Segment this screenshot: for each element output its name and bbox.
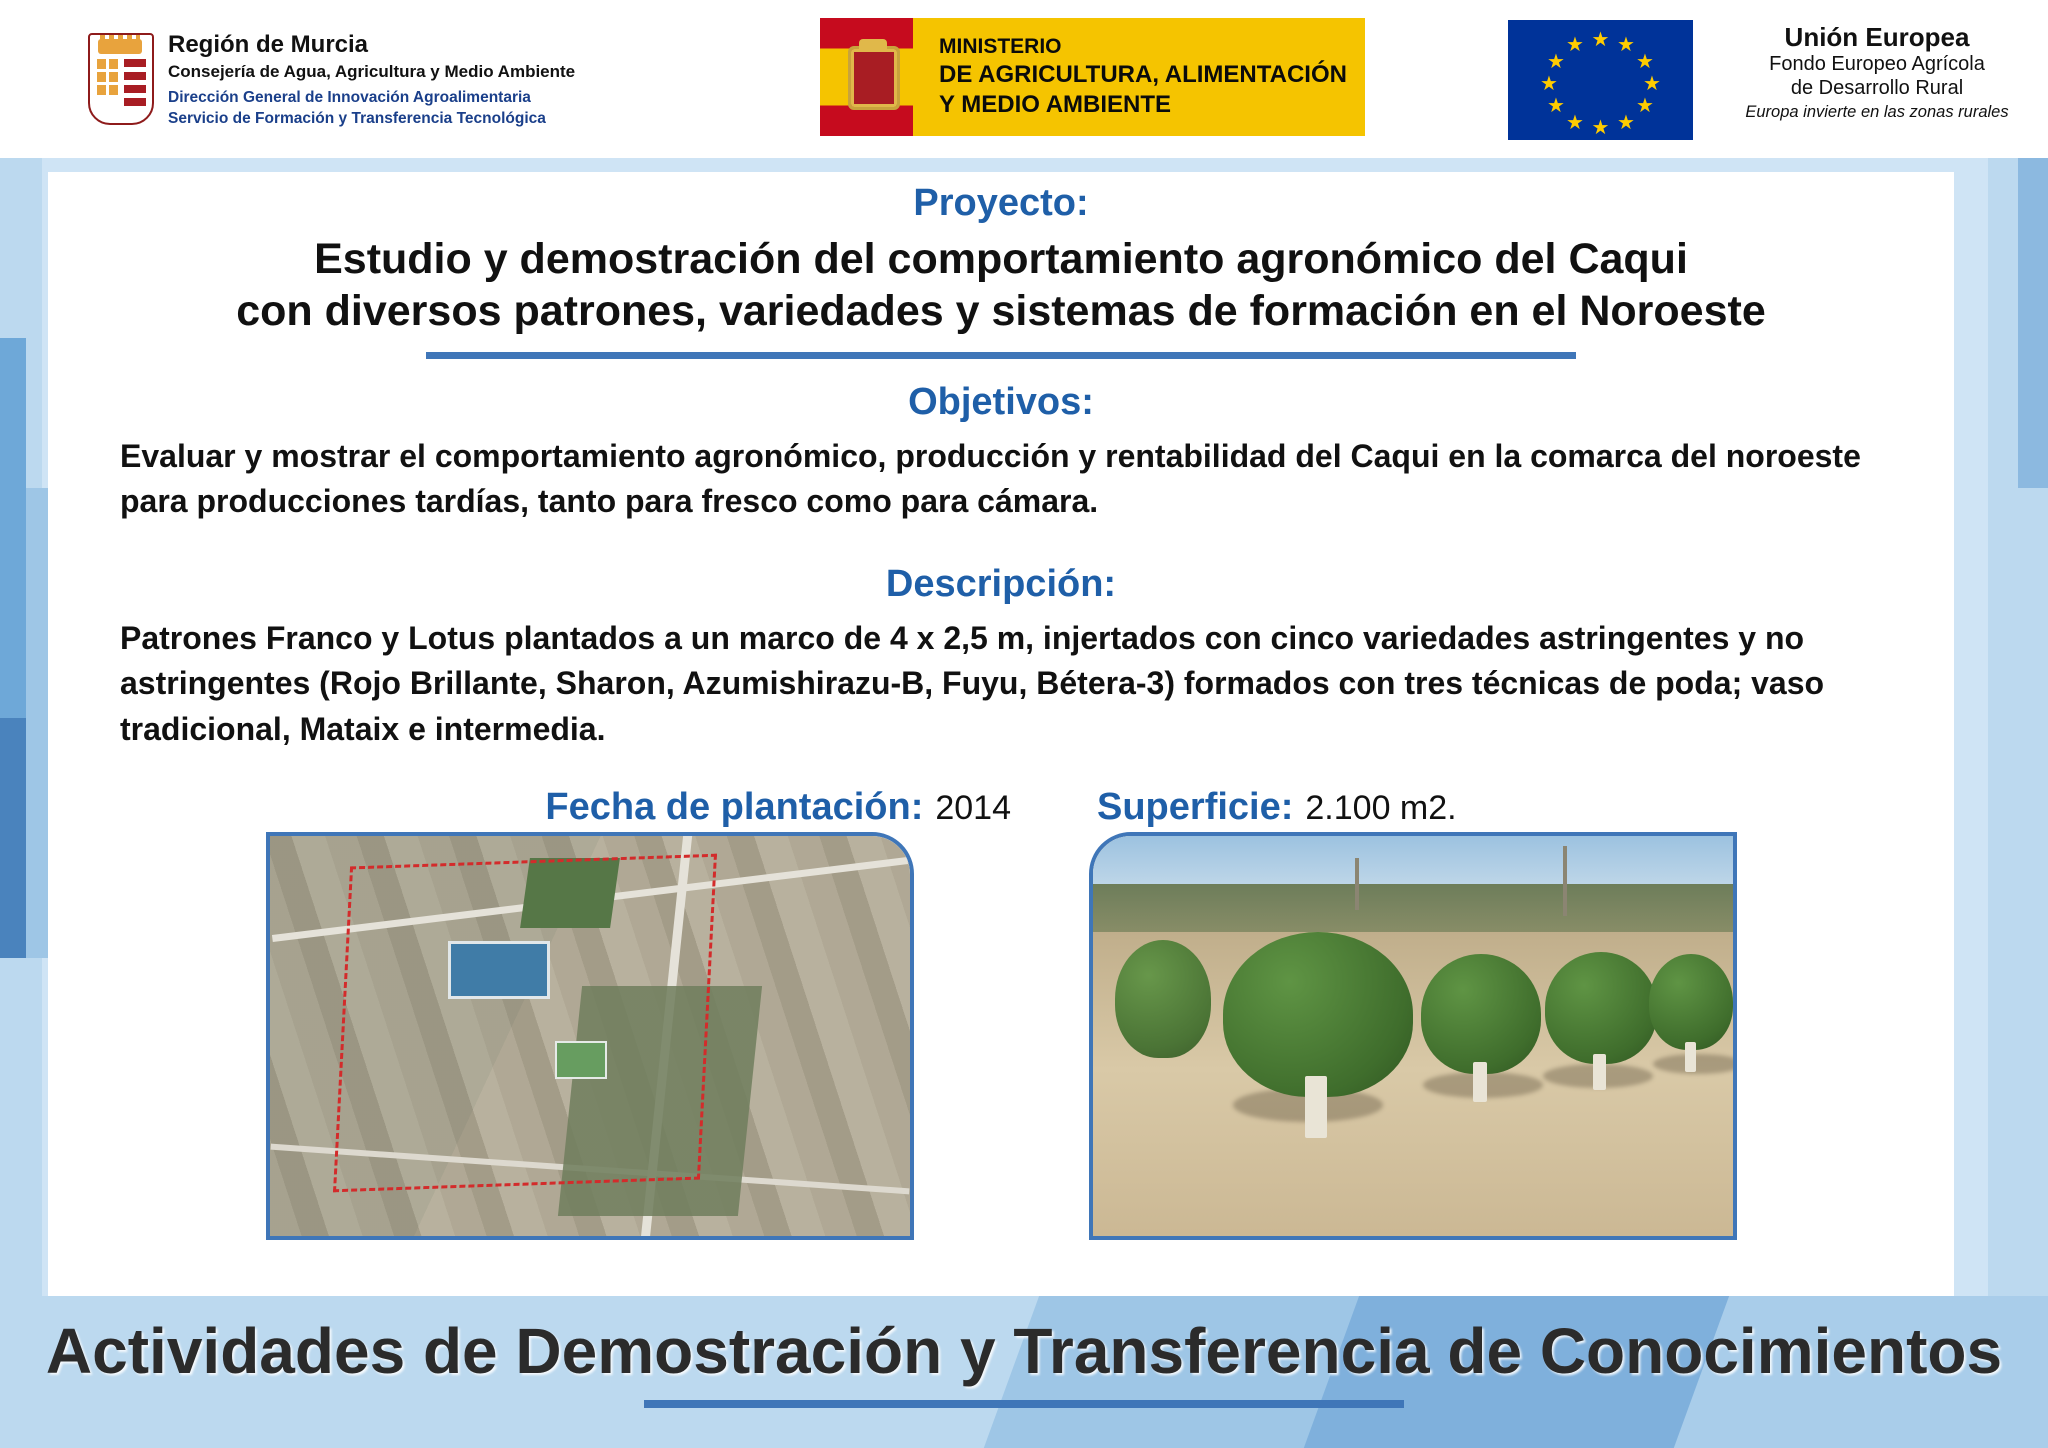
description-heading: Descripción: — [885, 562, 1117, 605]
project-label: Proyecto: — [913, 182, 1089, 224]
header-bar — [0, 0, 2048, 158]
eu-slogan: Europa invierte en las zonas rurales — [1745, 103, 2009, 122]
murcia-direccion-general: Dirección General de Innovación Agroalimentaria — [168, 89, 531, 107]
project-title-line2: con diversos patrones, variedades y sistemas de formación en el Noroeste — [236, 287, 1766, 336]
murcia-consejeria: Consejería de Agua, Agricultura y Medio Ambiente — [168, 61, 576, 81]
region-murcia-logo — [88, 29, 575, 129]
aerial-plot-photo — [266, 832, 914, 1240]
description-text: Patrones Franco y Lotus plantados a un marco de 4 x 2,5 m, injertados con cinco variedades astringentes y no astringentes (Rojo Brillante, Sharon, Azumishirazu-B, Fuyu, Bétera-3) formados con tres técnicas de poda; vaso tradicional, Mataix e intermedia. — [120, 619, 1825, 747]
title-divider — [426, 352, 1576, 359]
murcia-title: Región de Murcia — [168, 30, 369, 58]
ministerio-logo — [820, 18, 1365, 136]
eu-fund-line1: Fondo Europeo Agrícola — [1769, 53, 1985, 75]
ministerio-line2: DE AGRICULTURA, ALIMENTACIÓN — [939, 60, 1347, 88]
planting-date-value: 2014 — [935, 789, 1011, 828]
surface-label: Superficie: — [1097, 786, 1294, 829]
ministerio-line1: MINISTERIO — [939, 34, 1062, 58]
planting-date-group — [545, 786, 1011, 829]
content-card — [48, 172, 1954, 1312]
images-row — [48, 832, 1954, 1240]
murcia-shield-icon — [88, 33, 154, 125]
objectives-heading: Objetivos: — [908, 380, 1094, 423]
surface-group — [1097, 786, 1457, 829]
footer-divider — [644, 1400, 1404, 1408]
plot-boundary-outline — [332, 854, 716, 1193]
murcia-servicio: Servicio de Formación y Transferencia Tecnológica — [168, 109, 546, 127]
surface-value: 2.100 m2. — [1305, 789, 1457, 828]
union-europea-block — [1712, 22, 2042, 122]
ministerio-line3: Y MEDIO AMBIENTE — [939, 91, 1172, 119]
eu-title: Unión Europea — [1784, 22, 1970, 52]
eu-flag-icon: ★ ★ ★ ★ ★ ★ ★ ★ ★ ★ ★ ★ — [1508, 20, 1693, 140]
spain-flag-icon — [820, 18, 913, 136]
project-title-line1: Estudio y demostración del comportamiento agronómico del Caqui — [314, 235, 1688, 283]
footer-title: Actividades de Demostración y Transferencia de Conocimientos — [45, 1315, 2003, 1387]
meta-row — [48, 786, 1954, 829]
eu-fund-line2: de Desarrollo Rural — [1790, 76, 1964, 99]
objectives-text: Evaluar y mostrar el comportamiento agronómico, producción y rentabilidad del Caqui en la comarca del noroeste para producciones tardías, tanto para fresco como para cámara. — [120, 437, 1861, 520]
persimmon-orchard-photo — [1089, 832, 1737, 1240]
planting-date-label: Fecha de plantación: — [545, 786, 924, 829]
